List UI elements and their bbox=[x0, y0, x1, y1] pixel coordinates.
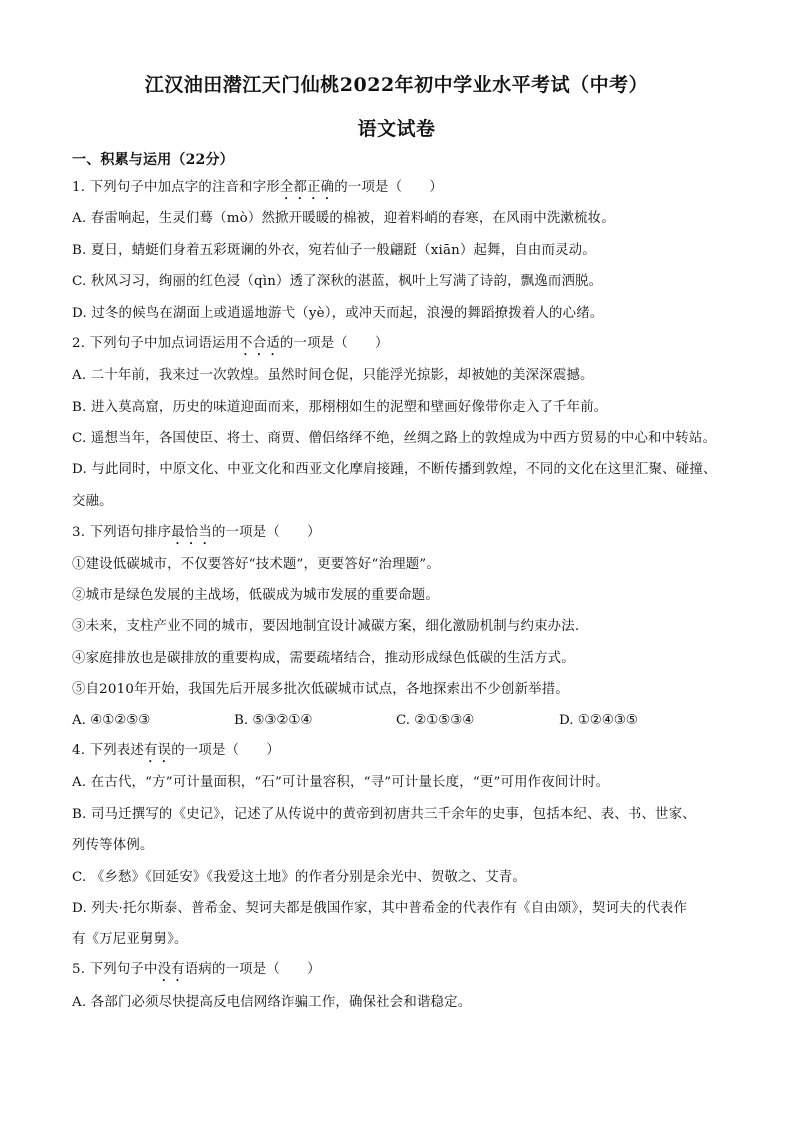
question-4-option-c: C. 《乡愁》《回延安》《我爱这土地》的作者分别是余光中、贺敬之、艾青。 bbox=[72, 870, 526, 885]
question-3-stem-end: 的一项是（ ） bbox=[211, 525, 321, 540]
question-4-option-d: D. 列夫·托尔斯泰、普希金、契诃夫都是俄国作家，其中普希金的代表作有《自由颂》，契诃夫的代表作 bbox=[72, 901, 688, 916]
question-3-sentence-1: ①建设低碳城市，不仅要答好“技术题”，更要答好“治理题”。 bbox=[72, 557, 440, 572]
question-2-option-d: D. 与此同时，中原文化、中亚文化和西亚文化摩肩接踵，不断传播到敦煌，不同的文化在这里汇聚、碰撞、 bbox=[72, 462, 717, 477]
question-4-stem bbox=[72, 741, 742, 766]
question-5-stem bbox=[72, 960, 742, 985]
question-3-sentence-4: ④家庭排放也是碳排放的重要构成，需要疏堵结合，推动形成绿色低碳的生活方式。 bbox=[72, 651, 575, 666]
question-4-stem-text: 4. 下列表述 bbox=[72, 743, 144, 758]
question-3-sentence-3: ③未来，支柱产业不同的城市，要因地制宜设计减碳方案，细化激励机制与约束办法. bbox=[72, 619, 580, 634]
question-5-option-a: A. 各部门必须尽快提高反电信网络诈骗工作，确保社会和谐稳定。 bbox=[72, 995, 472, 1010]
question-1-option-b: B. 夏日，蜻蜓们身着五彩斑谰的外衣，宛若仙子一般翩跹（xiān）起舞，自由而灵动。 bbox=[72, 243, 596, 258]
exam-title: 江汉油田潜江天门仙桃2022年初中学业水平考试（中考） bbox=[144, 74, 649, 96]
question-4-option-a: A. 在古代，“方”可计量面积，“石”可计量容积，“寻”可计量长度，“更”可用作夜间计时。 bbox=[72, 775, 610, 790]
question-5-stem-text: 5. 下列句子中 bbox=[72, 962, 158, 977]
question-2-option-a: A. 二十年前，我来过一次敦煌。虽然时间仓促，只能浮光掠影，却被她的美深深震撼。 bbox=[72, 368, 594, 383]
question-3-stem bbox=[72, 523, 742, 548]
question-5-stem-end: 语病的一项是（ ） bbox=[184, 962, 321, 977]
question-4-option-b-cont: 列传等体例。 bbox=[72, 838, 154, 853]
question-3-sentence-2: ②城市是绿色发展的主战场，低碳成为城市发展的重要命题。 bbox=[72, 588, 439, 603]
question-1-option-a: A. 春雷响起，生灵们蓦（mò）然掀开暖暖的棉被，迎着料峭的春寒，在风雨中洗漱梳妆。 bbox=[72, 211, 615, 226]
question-5-emphasis: 没有 bbox=[157, 962, 185, 977]
question-1-option-d: D. 过冬的候鸟在湖面上或逍遥地游弋（yè），或冲天而起，浪漫的舞蹈撩拨着人的心绪。 bbox=[72, 306, 604, 321]
question-4-stem-end: 的一项是（ ） bbox=[171, 743, 280, 758]
question-2-stem-end: 的一项是（ ） bbox=[279, 336, 389, 351]
question-3-option-b: B. ⑤③②①④ bbox=[234, 713, 313, 728]
question-2-option-b: B. 进入莫高窟，历史的味道迎面而来，那栩栩如生的泥塑和壁画好像带你走入了千年前。 bbox=[72, 400, 608, 415]
exam-subtitle: 语文试卷 bbox=[357, 118, 436, 140]
question-4-emphasis: 有误 bbox=[144, 743, 172, 758]
question-3-sentence-5: ⑤自2010年开始，我国先后开展多批次低碳城市试点，各地探索出不少创新举措。 bbox=[72, 682, 569, 697]
question-4-option-d-cont: 有《万尼亚舅舅》。 bbox=[72, 932, 188, 947]
question-3-option-c: C. ②①⑤③④ bbox=[396, 713, 475, 728]
question-3-stem-text: 3. 下列语句排序 bbox=[72, 525, 172, 540]
question-3-emphasis: 最恰当 bbox=[171, 525, 212, 540]
question-1-stem-text: 1. 下列句子中加点字的注音和字形 bbox=[72, 180, 280, 195]
section-heading: 一、积累与运用（22分） bbox=[72, 152, 234, 168]
question-1-option-c: C. 秋风习习，绚丽的红色浸（qìn）透了深秋的湛蓝，枫叶上写满了诗韵，飘逸而洒脱。 bbox=[72, 274, 603, 289]
question-1-emphasis: 全都正确 bbox=[279, 180, 335, 195]
question-3-option-d: D. ①②④③⑤ bbox=[559, 713, 638, 728]
question-2-option-c: C. 遥想当年，各国使臣、将士、商贾、僧侣络绎不绝，丝绸之路上的敦煌成为中西方贸易的中心和中转站。 bbox=[72, 431, 717, 446]
question-2-stem-text: 2. 下列句子中加点词语运用 bbox=[72, 336, 240, 351]
question-1-stem-end: 的一项是（ ） bbox=[334, 180, 444, 195]
question-3-option-a: A. ④①②⑤③ bbox=[72, 713, 151, 728]
question-1-stem bbox=[72, 178, 742, 203]
question-2-option-d-cont: 交融。 bbox=[72, 494, 113, 509]
question-2-stem bbox=[72, 334, 742, 359]
question-2-emphasis: 不合适 bbox=[239, 336, 280, 351]
question-4-option-b: B. 司马迁撰写的《史记》，记述了从传说中的黄帝到初唐共三千余年的史事，包括本纪、表、书、世家、 bbox=[72, 807, 696, 822]
